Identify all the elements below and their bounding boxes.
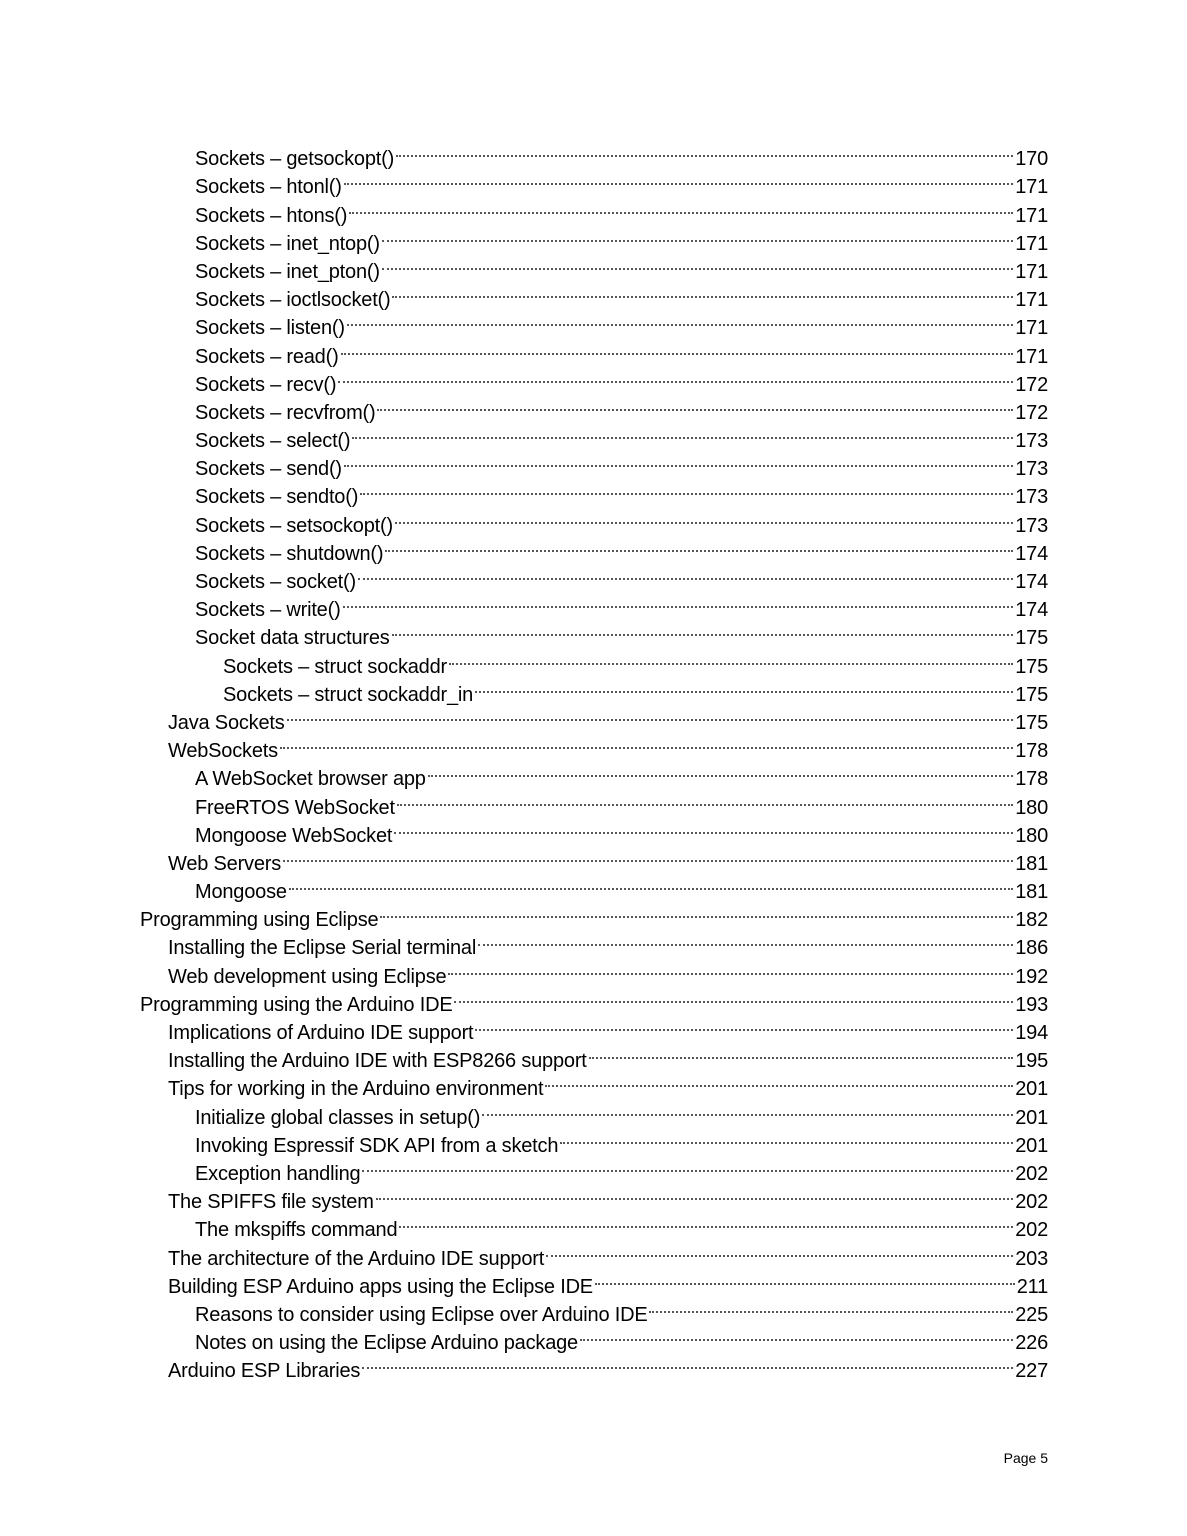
- toc-entry-page-number: 180: [1015, 824, 1048, 847]
- toc-entry-title: Sockets – recvfrom(): [195, 401, 376, 424]
- toc-entry-page-number: 171: [1015, 260, 1048, 283]
- dot-leader: [394, 814, 1013, 842]
- dot-leader: [280, 729, 1013, 757]
- dot-leader: [380, 898, 1013, 926]
- toc-entry-page-number: 171: [1015, 345, 1048, 368]
- toc-entry-title: Mongoose WebSocket: [195, 824, 393, 847]
- toc-entry-title: Sockets – struct sockaddr: [223, 655, 447, 678]
- dot-leader: [399, 1208, 1013, 1236]
- dot-leader: [475, 1011, 1013, 1039]
- dot-leader: [360, 475, 1013, 503]
- toc-entry-title: Sockets – recv(): [195, 373, 337, 396]
- dot-leader: [580, 1321, 1013, 1349]
- dot-leader: [376, 1180, 1014, 1208]
- toc-entry-title: FreeRTOS WebSocket: [195, 796, 395, 819]
- dot-leader: [289, 870, 1013, 898]
- toc-entry-title: Java Sockets: [168, 711, 285, 734]
- toc-entry-title: Programming using Eclipse: [140, 909, 379, 932]
- dot-leader: [382, 250, 1013, 278]
- toc-entry-page-number: 194: [1015, 1022, 1048, 1044]
- toc-entry-page-number: 195: [1015, 1050, 1048, 1073]
- toc-entry-title: Sockets – socket(): [195, 571, 356, 593]
- dot-leader: [338, 363, 1013, 391]
- toc-entry-title: Programming using the Arduino IDE: [140, 993, 453, 1016]
- toc-entry-title: Sockets – htons(): [195, 204, 348, 227]
- toc-entry-page-number: 173: [1015, 430, 1048, 453]
- toc-entry-page-number: 175: [1015, 655, 1048, 678]
- toc-entry-title: WebSockets: [168, 740, 278, 763]
- toc-entry-page-number: 181: [1015, 881, 1048, 904]
- dot-leader: [595, 1265, 1015, 1293]
- toc-entry-title: Building ESP Arduino apps using the Eclipse IDE: [168, 1275, 593, 1298]
- toc-entry-title: Sockets – read(): [195, 345, 339, 368]
- dot-leader: [341, 334, 1014, 362]
- toc-entry-page-number: 202: [1015, 1191, 1048, 1214]
- toc-entry-title: Sockets – setsockopt(): [195, 514, 393, 537]
- toc-entry-title: Reasons to consider using Eclipse over Arduino IDE: [195, 1303, 648, 1326]
- toc-entry-title: Sockets – inet_pton(): [195, 260, 380, 283]
- dot-leader: [482, 1095, 1013, 1123]
- dot-leader: [449, 644, 1013, 672]
- toc-entry-title: Sockets – struct sockaddr_in: [223, 683, 474, 706]
- toc-entry-title: Exception handling: [195, 1162, 361, 1185]
- dot-leader: [454, 983, 1013, 1011]
- toc-entry-page-number: 178: [1015, 740, 1048, 763]
- toc-entry-title: Sockets – sendto(): [195, 486, 359, 509]
- dot-leader: [396, 137, 1013, 165]
- dot-leader: [475, 673, 1013, 701]
- toc-entry-page-number: 202: [1015, 1162, 1048, 1185]
- toc-entry-title: Initialize global classes in setup(): [195, 1106, 481, 1129]
- toc-entry-title: Sockets – send(): [195, 458, 342, 481]
- toc-entry-title: Sockets – ioctlsocket(): [195, 289, 391, 312]
- toc-entry-page-number: 211: [1016, 1275, 1048, 1298]
- dot-leader: [397, 785, 1013, 813]
- toc-entry-page-number: 175: [1015, 683, 1048, 706]
- dot-leader: [287, 701, 1014, 729]
- toc-entry-title: Mongoose: [195, 881, 287, 904]
- toc-entry-title: Socket data structures: [195, 627, 390, 650]
- dot-leader: [589, 1039, 1014, 1067]
- toc-entry-title: Sockets – shutdown(): [195, 542, 384, 565]
- dot-leader: [362, 1152, 1013, 1180]
- toc-entry-title: Sockets – inet_ntop(): [195, 232, 380, 255]
- toc-entry-title: Web Servers: [168, 852, 282, 875]
- toc-entry-title: Web development using Eclipse: [168, 965, 447, 988]
- toc-entry-title: Sockets – listen(): [195, 317, 345, 340]
- dot-leader: [349, 193, 1013, 221]
- toc-entry-title: Sockets – htonl(): [195, 176, 342, 199]
- toc-entry-title: Sockets – write(): [195, 599, 341, 622]
- toc-entry-page-number: 193: [1015, 993, 1048, 1016]
- dot-leader: [347, 306, 1013, 334]
- toc-entry-title: Implications of Arduino IDE support: [168, 1022, 474, 1044]
- dot-leader: [344, 447, 1013, 475]
- dot-leader: [545, 1067, 1013, 1095]
- dot-leader: [546, 1236, 1013, 1264]
- toc-entry-title: A WebSocket browser app: [195, 768, 426, 791]
- dot-leader: [362, 1349, 1013, 1377]
- toc-entry-page-number: 201: [1015, 1078, 1048, 1101]
- toc-entry-page-number: 182: [1015, 909, 1048, 932]
- dot-leader: [385, 532, 1013, 560]
- toc-entry-page-number: 171: [1015, 232, 1048, 255]
- toc-entry-page-number: 186: [1015, 937, 1048, 960]
- toc-entry-title: The architecture of the Arduino IDE support: [168, 1247, 545, 1270]
- dot-leader: [344, 165, 1014, 193]
- dot-leader: [478, 926, 1013, 954]
- toc-entry-page-number: 178: [1015, 768, 1048, 791]
- toc-entry-page-number: 171: [1015, 317, 1048, 340]
- toc-entry-page-number: 225: [1015, 1303, 1048, 1326]
- toc-entry-page-number: 173: [1015, 514, 1048, 537]
- toc-entry-page-number: 172: [1015, 401, 1048, 424]
- dot-leader: [395, 503, 1013, 531]
- toc-entry-title: Sockets – getsockopt(): [195, 148, 395, 171]
- toc-entry-title: Sockets – select(): [195, 430, 351, 453]
- toc-entry-title: The mkspiffs command: [195, 1219, 398, 1242]
- table-of-contents: [140, 137, 1048, 1383]
- toc-entry-page-number: 202: [1015, 1219, 1048, 1242]
- toc-entry-page-number: 203: [1015, 1247, 1048, 1270]
- toc-entry-page-number: 172: [1015, 373, 1048, 396]
- toc-entry-page-number: 174: [1015, 599, 1048, 622]
- dot-leader: [392, 278, 1013, 306]
- dot-leader: [352, 419, 1013, 447]
- toc-entry-title: The SPIFFS file system: [168, 1191, 374, 1214]
- toc-entry-page-number: 171: [1015, 289, 1048, 312]
- toc-entry-title: Arduino ESP Libraries: [168, 1360, 361, 1383]
- toc-entry-page-number: 201: [1015, 1106, 1048, 1129]
- toc-entry[interactable]: [140, 137, 1048, 171]
- dot-leader: [392, 616, 1014, 644]
- dot-leader: [649, 1293, 1013, 1321]
- toc-entry-page-number: 175: [1015, 711, 1048, 734]
- dot-leader: [448, 954, 1013, 982]
- dot-leader: [343, 588, 1014, 616]
- toc-entry-page-number: 192: [1015, 965, 1048, 988]
- toc-entry-page-number: 173: [1015, 486, 1048, 509]
- page-number: Page 5: [1003, 1450, 1048, 1466]
- dot-leader: [428, 757, 1014, 785]
- toc-entry-page-number: 170: [1015, 148, 1048, 171]
- toc-entry-page-number: 171: [1015, 204, 1048, 227]
- toc-entry-title: Installing the Arduino IDE with ESP8266 support: [168, 1050, 587, 1073]
- toc-entry-page-number: 173: [1015, 458, 1048, 481]
- toc-entry-title: Notes on using the Eclipse Arduino package: [195, 1332, 578, 1355]
- toc-entry-page-number: 227: [1015, 1360, 1048, 1383]
- dot-leader: [283, 842, 1013, 870]
- dot-leader: [382, 222, 1013, 250]
- toc-entry-title: Installing the Eclipse Serial terminal: [168, 937, 477, 960]
- dot-leader: [560, 1124, 1013, 1152]
- toc-entry-page-number: 201: [1015, 1134, 1048, 1157]
- toc-entry-page-number: 180: [1015, 796, 1048, 819]
- dot-leader: [358, 560, 1013, 588]
- toc-entry-page-number: 181: [1015, 852, 1048, 875]
- toc-entry-page-number: 226: [1015, 1332, 1048, 1355]
- toc-entry-page-number: 174: [1015, 571, 1048, 593]
- dot-leader: [377, 391, 1013, 419]
- toc-entry-page-number: 175: [1015, 627, 1048, 650]
- toc-entry-page-number: 174: [1015, 542, 1048, 565]
- toc-entry-title: Tips for working in the Arduino environment: [168, 1078, 544, 1101]
- toc-entry-page-number: 171: [1015, 176, 1048, 199]
- toc-entry-title: Invoking Espressif SDK API from a sketch: [195, 1134, 559, 1157]
